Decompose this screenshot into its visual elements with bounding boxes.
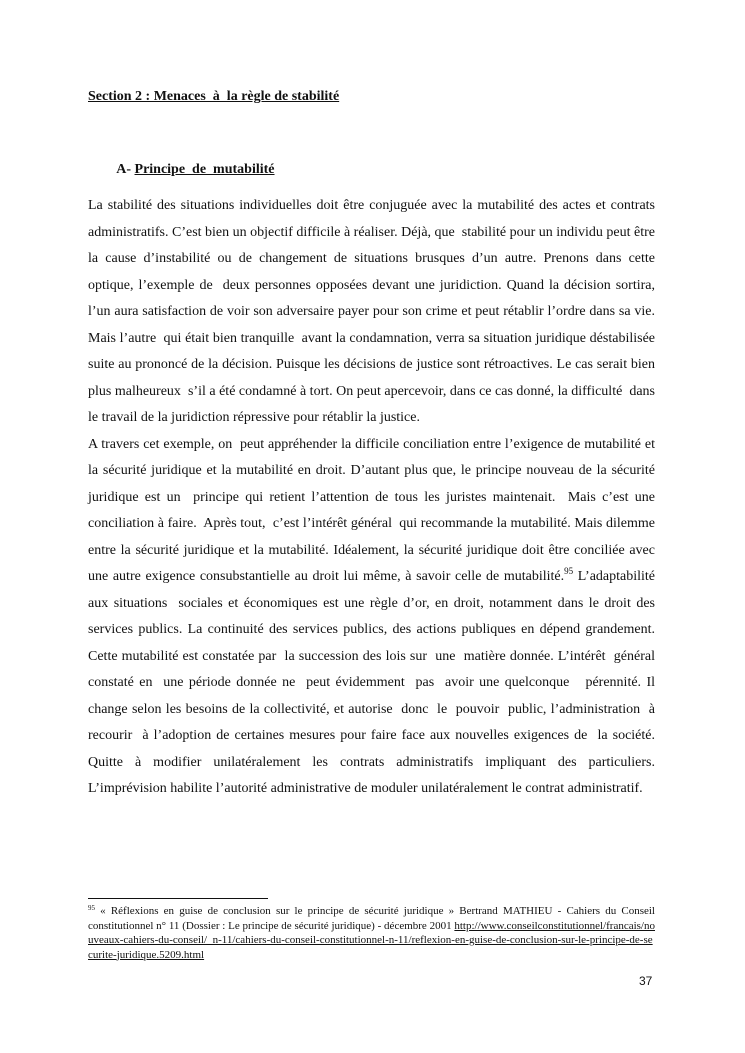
footnote-text: « Réflexions en guise de conclusion sur le principe de sécurité juridique » Bertrand MATHIEU - Cahiers du Conseil constitutionnel n° 11 (Dossier : Le principe de sécurité juridique) - décembre 2001 <box>88 905 655 932</box>
page-number: 37 <box>639 974 653 988</box>
footnote-link[interactable]: http://www.conseilconstitutionnel/francais/nouveaux-cahiers-du-conseil/_n-11/cahiers-du-conseil-constitutionnel-n-11/reflexion-en-guise-de-conclusion-sur-le-principe-de-securite-juridique.5209.html <box>88 919 655 961</box>
footnote <box>88 904 655 962</box>
paragraph-1-text: La stabilité des situations individuelles doit être conjuguée avec la mutabilité des actes et contrats administratifs. C’est bien un objectif difficile à réaliser. Déjà, que stabilité pour un individu peut être la cause d’instabilité ou de changement de situations brusques d’un autre. Prenons dans cette optique, l’exemple de deux personnes opposées devant une juridiction. Quand la décision sortira, l’un aura satisfaction de voir son adversaire payer pour son crime et peut rétablir l’ordre dans sa vie. Mais l’autre qui était bien tranquille avant la condamnation, verra sa situation juridique déstabilisée suite au prononcé de la décision. Puisque les décisions de justice sont rétroactives. Le cas serait bien plus malheureux s’il a été condamné à tort. On peut apercevoir, dans ce cas donné, la difficulté dans le travail de la juridiction répressive pour rétablir la justice. <box>88 198 662 425</box>
subsection-title: Principe de mutabilité <box>134 162 275 177</box>
body-text <box>88 193 662 803</box>
section-title: Section 2 : Menaces à la règle de stabilité <box>88 89 340 104</box>
subsection-heading <box>110 146 275 178</box>
subsection-marker: A- <box>116 162 135 177</box>
paragraph-2-text-end: L’adaptabilité aux situations sociales et économiques est une règle d’or, en droit, notamment dans le droit des services publics. La continuité des services publics, des actions publiques en dépend grandement. Cette mutabilité est constatée par la succession des lois sur une matière donnée. L’intérêt général constaté en une période donnée ne peut évidemment pas avoir une quelconque pérennité. Il change selon les besoins de la collectivité, et autorise donc le pouvoir public, l’administration à recourir à l’adoption de certaines mesures pour faire face aux nouvelles exigences de la société. Quitte à modifier unilatéralement les contrats administratifs impliquant des particuliers. L’imprévision habilite l’autorité administrative de moduler unilatéralement le contrat administratif. <box>88 569 662 796</box>
footnote-reference[interactable]: 95 <box>564 566 574 576</box>
footnote-divider <box>88 898 268 899</box>
paragraph-2 <box>88 432 662 803</box>
paragraph-2-text-start: A travers cet exemple, on peut appréhender la difficile conciliation entre l’exigence de mutabilité et la sécurité juridique et la mutabilité en droit. D’autant plus que, le principe nouveau de la sécurité juridique est un principe qui retient l’attention de tous les juristes maintenait. Mais c’est une conciliation à faire. Après tout, c’est l’intérêt général qui recommande la mutabilité. Mais dilemme entre la sécurité juridique et la mutabilité. Idéalement, la sécurité juridique doit être conciliée avec une autre exigence consubstantielle au droit lui même, à savoir celle de mutabilité. <box>88 436 662 584</box>
footnote-number: 95 <box>88 904 95 912</box>
paragraph-1 <box>88 193 662 432</box>
